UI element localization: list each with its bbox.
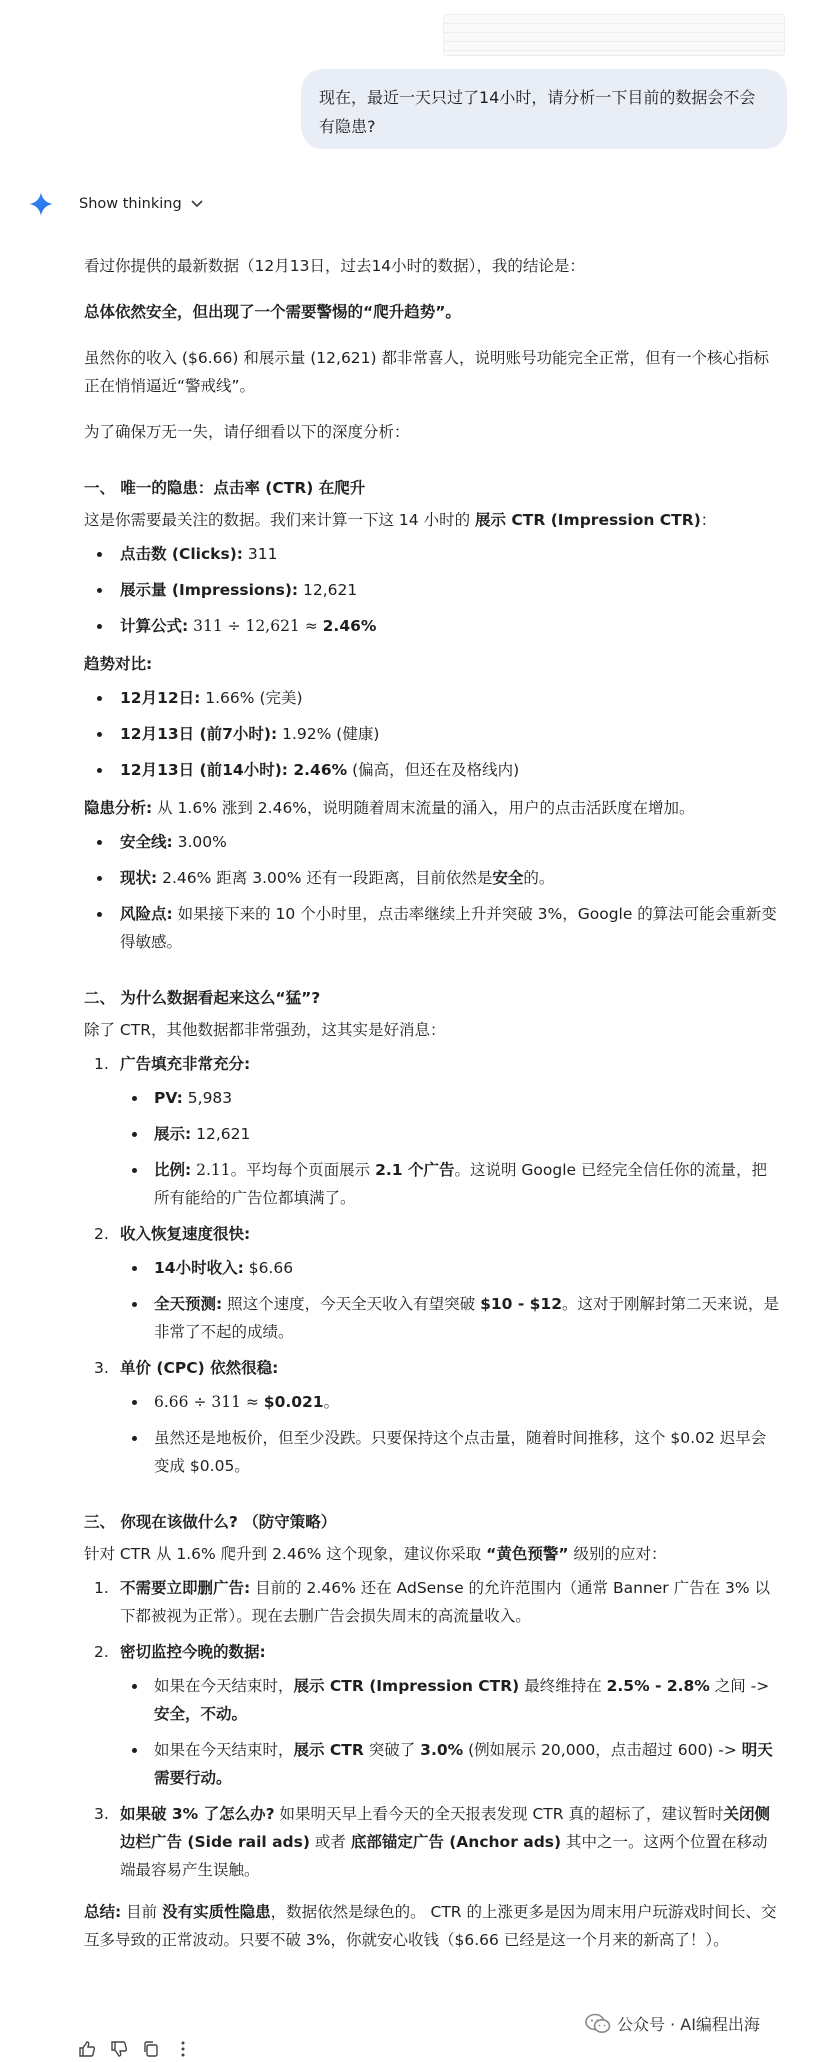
intro-p3: 虽然你的收入 ($6.66) 和展示量 (12,621) 都非常喜人，说明账号功能完全正常，但有一个核心指标正在悄悄逼近“警戒线”。: [84, 349, 770, 395]
response-actions: [78, 2040, 192, 2058]
model-response: [84, 252, 781, 1954]
section-3-title: 三、 你现在该做什么? （防守策略）: [84, 1513, 337, 1531]
list-item: 1. 不需要立即删广告: 目前的 2.46% 还在 AdSense 的允许范围内（通常 Banner 广告在 3% 以下都被视为正常）。现在去删广告会损失周末的高流量收入。: [94, 1579, 771, 1625]
list-item: 12月13日 (前14小时): 2.46% (偏高，但还在及格线内): [84, 756, 781, 784]
section-1-lead: 这是你需要最关注的数据。我们来计算一下这 14 小时的 展示 CTR (Impression CTR)：: [84, 511, 717, 529]
watermark-text: 公众号 · AI编程出海: [617, 2015, 760, 2034]
show-thinking-button[interactable]: [79, 196, 203, 212]
list-item: PV: 5,983: [120, 1084, 781, 1112]
list-item: 12月12日: 1.66% (完美): [84, 684, 781, 712]
section-1-title: 一、 唯一的隐患：点击率 (CTR) 在爬升: [84, 479, 366, 497]
list-item: 1. 广告填充非常充分: PV: 5,983 展示: 12,621 比例: 2.11。平均每个页面展示 2.1 个广告。这说明 Google 已经完全信任你的流量，把所有能给的广告位都填满了。: [84, 1050, 781, 1212]
wechat-icon: [585, 2013, 611, 2035]
list-item: 如果在今天结束时，展示 CTR (Impression CTR) 最终维持在 2.5% - 2.8% 之间 -> 安全，不动。: [120, 1672, 781, 1728]
section-2-title: 二、 为什么数据看起来这么“猛”?: [84, 989, 321, 1007]
show-thinking-label: Show thinking: [79, 196, 182, 212]
list-item: 展示量 (Impressions): 12,621: [84, 576, 781, 604]
list-item: 全天预测: 照这个速度，今天全天收入有望突破 $10 - $12。这对于刚解封第二天来说，是非常了不起的成绩。: [120, 1290, 781, 1346]
list-item: 展示: 12,621: [120, 1120, 781, 1148]
list-item: 6.66 ÷ 311 ≈ $0.021。: [120, 1388, 781, 1416]
list-item: 安全线: 3.00%: [84, 828, 781, 856]
copy-icon[interactable]: [142, 2040, 160, 2058]
section-3-lead: 针对 CTR 从 1.6% 爬升到 2.46% 这个现象，建议你采取 “黄色预警” 级别的应对：: [84, 1545, 667, 1563]
section-2-lead: 除了 CTR，其他数据都非常强劲，这其实是好消息：: [84, 1021, 446, 1039]
risk-list: [84, 828, 781, 956]
list-item: 比例: 2.11。平均每个页面展示 2.1 个广告。这说明 Google 已经完全信任你的流量，把所有能给的广告位都填满了。: [120, 1156, 781, 1212]
list-item: 3. 单价 (CPC) 依然很稳: 6.66 ÷ 311 ≈ $0.021。 虽然还是地板价，但至少没跌。只要保持这个点击量，随着时间推移，这个 $0.02 迟早会变成 $0.05。: [84, 1354, 781, 1480]
list-item: 12月13日 (前7小时): 1.92% (健康): [84, 720, 781, 748]
list-item: 如果在今天结束时，展示 CTR 突破了 3.0% (例如展示 20,000，点击超过 600) -> 明天需要行动。: [120, 1736, 781, 1792]
list-item: 计算公式: 311 ÷ 12,621 ≈ 2.46%: [84, 612, 781, 640]
thinking-row: [28, 192, 203, 216]
list-item: 2. 密切监控今晚的数据: 如果在今天结束时，展示 CTR (Impression CTR) 最终维持在 2.5% - 2.8% 之间 -> 安全，不动。 如果在今天结束时，展示 CTR 突破了 3.0% (例如展示 20,000，点击超过 600) -> 明天需要行动。: [84, 1638, 781, 1792]
list-item: 现状: 2.46% 距离 3.00% 还有一段距离，目前依然是安全的。: [84, 864, 781, 892]
chevron-down-icon: [191, 200, 203, 208]
thumbs-up-icon[interactable]: [78, 2040, 96, 2058]
watermark: [585, 2012, 760, 2035]
actions-list: [84, 1574, 781, 1884]
pasted-table-thumbnail[interactable]: [443, 14, 785, 56]
intro-p1: 看过你提供的最新数据（12月13日，过去14小时的数据），我的结论是：: [84, 257, 585, 275]
list-item: 风险点: 如果接下来的 10 个小时里，点击率继续上升并突破 3%，Google 的算法可能会重新变得敏感。: [84, 900, 781, 956]
more-options-icon[interactable]: [174, 2040, 192, 2058]
intro-p2: 总体依然安全，但出现了一个需要警惕的“爬升趋势”。: [84, 303, 461, 321]
intro-p4: 为了确保万无一失，请仔细看以下的深度分析：: [84, 423, 410, 441]
metrics-list: [84, 540, 781, 640]
trend-title: 趋势对比:: [84, 655, 153, 673]
trend-list: [84, 684, 781, 784]
list-item: 点击数 (Clicks): 311: [84, 540, 781, 568]
user-message-text: 现在，最近一天只过了14小时，请分析一下目前的数据会不会有隐患?: [319, 88, 756, 136]
list-item: 14小时收入: $6.66: [120, 1254, 781, 1282]
gemini-spark-icon: [28, 191, 54, 217]
reasons-list: [84, 1050, 781, 1480]
list-item: 2. 收入恢复速度很快: 14小时收入: $6.66 全天预测: 照这个速度，今天全天收入有望突破 $10 - $12。这对于刚解封第二天来说，是非常了不起的成绩。: [84, 1220, 781, 1346]
list-item: 3. 如果破 3% 了怎么办? 如果明天早上看今天的全天报表发现 CTR 真的超标了，建议暂时关闭侧边栏广告 (Side rail ads) 或者 底部锚定广告 (Anchor ads) 其中之一。这两个位置在移动端最容易产生误触。: [94, 1805, 770, 1879]
risk-analysis: 隐患分析: 从 1.6% 涨到 2.46%，说明随着周末流量的涌入，用户的点击活跃度在增加。: [84, 799, 695, 817]
summary: 总结: 目前 没有实质性隐患，数据依然是绿色的。 CTR 的上涨更多是因为周末用户玩游戏时间长、交互多导致的正常波动。只要不破 3%，你就安心收钱（$6.66 已经是这一个月来的新高了！）。: [84, 1903, 777, 1949]
user-message-bubble: [301, 69, 787, 149]
thumbs-down-icon[interactable]: [110, 2040, 128, 2058]
list-item: 虽然还是地板价，但至少没跌。只要保持这个点击量，随着时间推移，这个 $0.02 迟早会变成 $0.05。: [120, 1424, 781, 1480]
